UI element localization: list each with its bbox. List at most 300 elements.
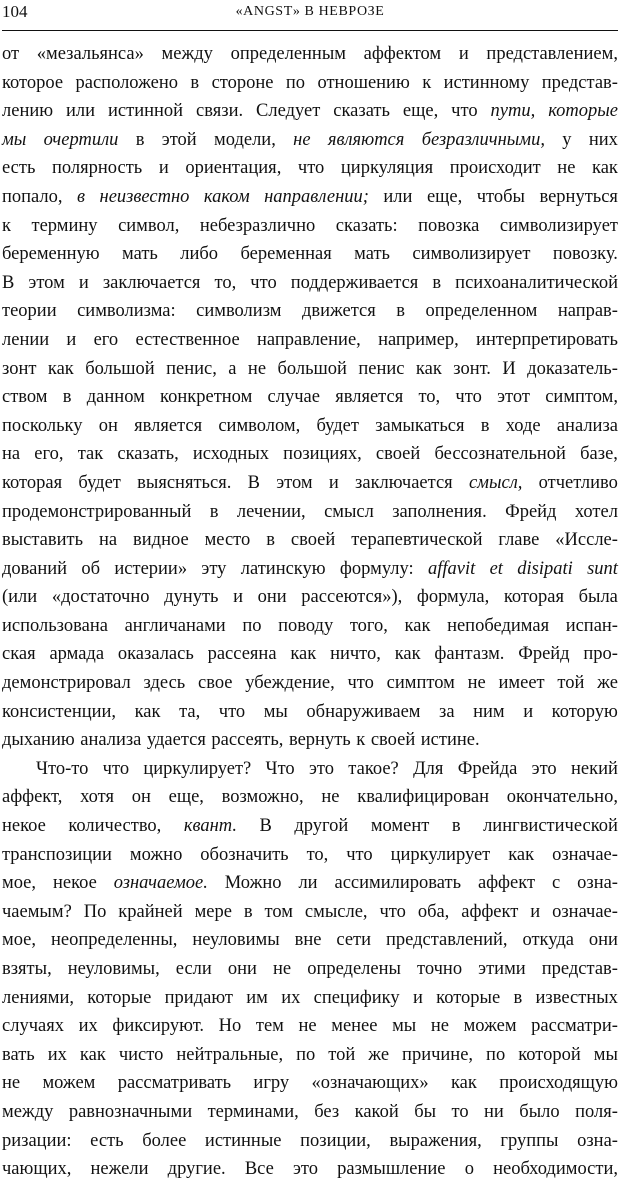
word: аффект,	[2, 787, 63, 808]
word: бессознательной	[434, 444, 566, 465]
word: ничто,	[330, 644, 381, 665]
word: «означающих»	[311, 1073, 429, 1094]
word: «мезальянса»	[36, 44, 144, 64]
word: происходит	[449, 158, 541, 179]
word: случаях	[2, 1016, 64, 1037]
word: а	[228, 358, 237, 379]
word: что	[347, 673, 374, 694]
word: в	[396, 301, 406, 322]
word: Фрейда	[457, 758, 518, 779]
word: в	[480, 415, 490, 436]
word: мы	[593, 1044, 618, 1065]
text-line	[2, 755, 618, 784]
word: своей	[290, 530, 336, 551]
word: окончательно,	[506, 787, 618, 808]
word: заключается	[102, 272, 201, 293]
word: у	[562, 129, 572, 150]
italic-word: каком	[203, 186, 250, 207]
word: сказать:	[335, 215, 398, 236]
word: о	[464, 1159, 474, 1180]
text-line	[2, 240, 618, 269]
word: расположено	[75, 72, 178, 93]
word: имеет	[498, 673, 545, 694]
word: как	[508, 844, 535, 865]
italic-word: квант.	[183, 816, 238, 837]
word: это	[308, 758, 334, 779]
text-line	[2, 355, 618, 384]
text-line	[2, 841, 618, 870]
word: что	[379, 901, 406, 922]
word: лении	[2, 329, 50, 350]
word: которую	[551, 701, 618, 722]
word: символизирует	[412, 244, 531, 265]
word: как	[134, 701, 161, 722]
word: Фрейд	[505, 501, 557, 522]
page-number: 104	[2, 2, 28, 21]
word: менее	[331, 1016, 378, 1037]
text-line	[2, 1012, 618, 1041]
word: что	[218, 701, 246, 722]
text-line	[2, 869, 618, 898]
word: смысле,	[304, 901, 368, 922]
word: от	[2, 44, 20, 64]
text-line	[2, 926, 618, 955]
word: симптом	[386, 673, 455, 694]
word: он	[98, 415, 118, 436]
word: про-	[583, 644, 618, 665]
word: оба,	[417, 901, 450, 922]
word: как	[290, 644, 317, 665]
word: можно	[129, 844, 183, 865]
word: циркулирует	[390, 844, 491, 865]
word: в	[135, 129, 145, 150]
word: истинному	[443, 72, 530, 93]
word: и	[523, 701, 534, 722]
text-line	[2, 783, 618, 812]
word: по	[486, 1044, 506, 1065]
word: той	[557, 673, 585, 694]
word: ни	[484, 1101, 504, 1122]
italic-word: означаемое.	[113, 873, 208, 894]
word: В	[247, 472, 260, 493]
word: же	[597, 673, 618, 694]
word: сказать,	[117, 444, 179, 465]
word: обнаруживаем	[306, 701, 421, 722]
word: Все	[244, 1159, 274, 1180]
text-line	[2, 212, 618, 241]
word: и	[530, 901, 541, 922]
word: и	[158, 158, 169, 179]
word: них	[588, 129, 618, 150]
word: которая	[2, 472, 63, 493]
word: нежели	[90, 1159, 149, 1180]
word: неуловимы	[192, 930, 280, 951]
word: является	[134, 415, 203, 436]
word: Можно	[224, 873, 282, 894]
word: их	[281, 987, 301, 1008]
text-line	[2, 955, 618, 984]
word: истине.	[420, 730, 480, 751]
word: конкретном	[160, 387, 253, 408]
word: испан-	[565, 615, 618, 636]
word: размышление	[337, 1159, 446, 1180]
header-divider	[2, 30, 618, 31]
word: в	[513, 987, 523, 1008]
word: направление,	[256, 329, 361, 350]
word: того,	[349, 615, 388, 636]
word: момент	[370, 816, 430, 837]
word: мере	[194, 901, 232, 922]
text-line	[2, 698, 618, 727]
word: другие.	[167, 1159, 226, 1180]
word: выставить	[2, 530, 84, 551]
word: лечении,	[236, 501, 306, 522]
word: как	[415, 358, 442, 379]
text-line	[2, 726, 618, 755]
word: связи.	[196, 101, 244, 122]
text-line	[2, 1069, 618, 1098]
word: определены	[307, 959, 401, 979]
word: не	[273, 959, 292, 979]
word: это	[292, 1159, 319, 1180]
word: то,	[214, 272, 237, 293]
word: главе	[498, 530, 540, 551]
word: представлением,	[486, 44, 618, 64]
text-line	[2, 183, 618, 212]
word: попало,	[2, 186, 63, 207]
word: этом	[28, 272, 65, 293]
word: определенным	[230, 44, 346, 64]
text-line	[2, 154, 618, 183]
text-line	[2, 440, 618, 469]
word: на	[2, 444, 21, 465]
word: как	[592, 158, 618, 179]
word: которое	[2, 72, 64, 93]
text-line	[2, 640, 618, 669]
word: небезразлично	[199, 215, 316, 236]
word: Для	[413, 758, 444, 779]
word: определенном	[425, 301, 538, 322]
word: без	[314, 1101, 340, 1122]
word: пенис,	[166, 358, 217, 379]
word: еще,	[426, 186, 463, 207]
word: В	[259, 816, 272, 837]
word: игру	[253, 1073, 290, 1094]
word: так	[77, 444, 104, 465]
word: повозка	[418, 215, 480, 236]
word: чисто	[118, 1044, 164, 1065]
word: к	[422, 72, 432, 93]
word: англичанами	[124, 615, 226, 636]
word: вать	[2, 1044, 35, 1065]
word: причине,	[402, 1044, 474, 1065]
word: истинной	[108, 101, 184, 122]
word: которые	[87, 987, 152, 1008]
word: формула,	[416, 587, 490, 608]
italic-word: очертили	[43, 129, 119, 150]
word: По	[83, 901, 107, 922]
word: место	[204, 530, 251, 551]
word: не	[430, 1016, 449, 1037]
word: видное	[133, 530, 189, 551]
word: его,	[34, 444, 64, 465]
word: этот	[497, 387, 530, 408]
word: мать	[354, 244, 390, 265]
word: можем	[42, 1073, 96, 1094]
paragraph	[2, 40, 618, 755]
word: и	[458, 44, 469, 64]
word: зонт.	[453, 358, 491, 379]
word: ством	[2, 387, 48, 408]
italic-word: не	[293, 129, 311, 150]
word: ним	[473, 701, 505, 722]
word: ская	[2, 644, 36, 665]
italic-word: направлении;	[264, 186, 369, 207]
word: фиксируют.	[112, 1016, 205, 1037]
italic-word: которые	[548, 101, 618, 122]
word: Следует	[256, 101, 321, 122]
word: анализа	[80, 730, 142, 751]
text-line	[2, 126, 618, 155]
word: сказать	[333, 101, 390, 122]
word: этой	[161, 129, 197, 150]
word: беременная	[240, 244, 332, 265]
word: терапевтической	[351, 530, 483, 551]
word: «Иссле-	[555, 530, 618, 551]
word: доказатель-	[527, 358, 618, 379]
word: некое	[52, 873, 97, 894]
word: рассеяна	[207, 644, 277, 665]
word: не	[298, 1016, 317, 1037]
word: в	[62, 387, 72, 408]
word: или	[66, 101, 96, 122]
word: то	[451, 1101, 469, 1122]
italic-word: в	[77, 186, 86, 207]
word: аффектом	[363, 44, 442, 64]
italic-word: являются	[327, 129, 405, 150]
word: выясняться.	[137, 472, 232, 493]
word: непобедимая	[447, 615, 550, 636]
word: беременную	[2, 244, 100, 265]
word: истерии»	[114, 558, 188, 579]
word: как	[394, 644, 421, 665]
word: например,	[378, 329, 459, 350]
word: поводу	[278, 615, 334, 636]
word: им	[246, 987, 268, 1008]
word: мое,	[2, 873, 37, 894]
word: между	[161, 44, 213, 64]
word: есть	[90, 1130, 124, 1151]
word: является	[335, 387, 404, 408]
word: в	[451, 816, 461, 837]
italic-word: et	[489, 558, 503, 579]
word: рассматри-	[531, 1016, 618, 1037]
italic-word: неизвестно	[99, 186, 190, 207]
word: как	[79, 1044, 106, 1065]
running-title: «ANGST» В НЕВРОЗЕ	[235, 4, 385, 19]
word: Что-то	[36, 758, 89, 779]
word: будет	[316, 415, 359, 436]
word: символизма:	[77, 301, 176, 322]
word: вернуться	[539, 186, 618, 207]
word: удается	[146, 730, 206, 751]
word: стороне	[211, 72, 274, 93]
text-line	[2, 1041, 618, 1070]
word: использована	[2, 615, 108, 636]
word: армада	[49, 644, 105, 665]
word: специфику	[313, 987, 400, 1008]
word: символизм	[196, 301, 282, 322]
word: по	[242, 615, 262, 636]
word: поля-	[575, 1101, 618, 1122]
word: терминами,	[207, 1101, 299, 1122]
word: теории	[2, 301, 57, 322]
word: своей	[370, 730, 416, 751]
word: замыкаться	[375, 415, 465, 436]
word: естественное	[135, 329, 240, 350]
word: смысл	[324, 501, 374, 522]
word: означае-	[552, 844, 618, 865]
word: хотя	[80, 787, 114, 808]
word: не	[467, 673, 486, 694]
word: на	[98, 530, 118, 551]
word: оказалась	[117, 644, 194, 665]
word: необходимости,	[493, 1159, 618, 1180]
word: ли	[298, 873, 318, 894]
text-line	[2, 984, 618, 1013]
word: циркулирует?	[143, 758, 252, 779]
word: еще,	[402, 101, 439, 122]
word: которые	[436, 987, 501, 1008]
word: что	[297, 158, 325, 179]
word: это	[531, 758, 557, 779]
body-text	[2, 40, 618, 1184]
word: той	[328, 1044, 356, 1065]
word: представлений,	[385, 930, 508, 951]
word: рассеются»),	[301, 587, 403, 608]
word: точно	[417, 959, 463, 979]
text-line	[2, 498, 618, 527]
word: чающих,	[2, 1159, 72, 1180]
word: что	[451, 101, 478, 122]
word: не	[247, 358, 267, 379]
word: движется	[301, 301, 376, 322]
word: к	[356, 730, 366, 751]
word: что	[250, 272, 277, 293]
word: лению	[2, 101, 54, 122]
word: и	[328, 472, 339, 493]
word: по	[296, 1044, 316, 1065]
text-line	[2, 669, 618, 698]
word: символ,	[118, 215, 180, 236]
word: пенис	[358, 358, 405, 379]
word: свое	[198, 673, 233, 694]
word: фантазм.	[434, 644, 505, 665]
word: зонт	[2, 358, 37, 379]
word: представ-	[541, 959, 618, 979]
text-line	[2, 526, 618, 555]
word: аффект	[477, 873, 536, 894]
word: хотел	[574, 501, 618, 522]
word: симптом,	[545, 387, 618, 408]
text-line	[2, 326, 618, 355]
word: или	[383, 186, 413, 207]
word: нейтральные,	[176, 1044, 284, 1065]
word: они	[227, 959, 257, 979]
word: чаемым?	[2, 901, 72, 922]
word: отчетливо	[538, 472, 618, 493]
word: по	[285, 72, 306, 93]
word: лениями,	[2, 987, 74, 1008]
word: данном	[86, 387, 145, 408]
word: некий	[570, 758, 618, 779]
word: интерпретировать	[476, 329, 618, 350]
word: происходящую	[499, 1073, 618, 1094]
word: возможно,	[221, 787, 304, 808]
word: базе,	[580, 444, 618, 465]
word: та,	[179, 701, 201, 722]
word: они	[588, 930, 618, 951]
word: вернуть	[288, 730, 351, 751]
word: Что	[265, 758, 295, 779]
word: либо	[180, 244, 219, 265]
word: рассматривать	[117, 1073, 232, 1094]
word: какой	[354, 1101, 399, 1122]
word: равнозначными	[68, 1101, 193, 1122]
word: исходных	[192, 444, 269, 465]
word: группы	[500, 1130, 559, 1151]
text-line	[2, 812, 618, 841]
word: его	[93, 329, 119, 350]
word: как	[450, 1073, 477, 1094]
word: направ-	[557, 301, 618, 322]
word: Но	[218, 1016, 242, 1037]
word: бы	[414, 1101, 437, 1122]
word: мы	[392, 1016, 417, 1037]
word: большой	[277, 358, 347, 379]
word: в	[266, 530, 275, 551]
word: их	[47, 1044, 67, 1065]
word: к	[2, 215, 11, 236]
word: то,	[418, 387, 441, 408]
word: что	[346, 844, 373, 865]
word: вне	[294, 930, 322, 951]
word: озна-	[577, 873, 618, 894]
word: том	[264, 901, 293, 922]
word: В	[2, 272, 15, 293]
word: в	[190, 72, 200, 93]
word: неопределенны,	[50, 930, 178, 951]
word: чтобы	[476, 186, 525, 207]
text-line	[2, 412, 618, 441]
word: представ-	[541, 72, 618, 93]
word: Фрейд	[518, 644, 570, 665]
word: отношению	[317, 72, 410, 93]
text-line	[2, 269, 618, 298]
word: этими	[478, 959, 526, 979]
word: более	[142, 1130, 187, 1151]
text-line	[2, 583, 618, 612]
word: (или	[2, 587, 38, 608]
word: в	[432, 272, 442, 293]
word: эту	[201, 558, 227, 579]
word: дований	[2, 558, 68, 579]
word: этом	[276, 472, 313, 493]
text-line	[2, 469, 618, 498]
word: случае	[267, 387, 320, 408]
word: символизирует	[499, 215, 618, 236]
word: большой	[85, 358, 155, 379]
